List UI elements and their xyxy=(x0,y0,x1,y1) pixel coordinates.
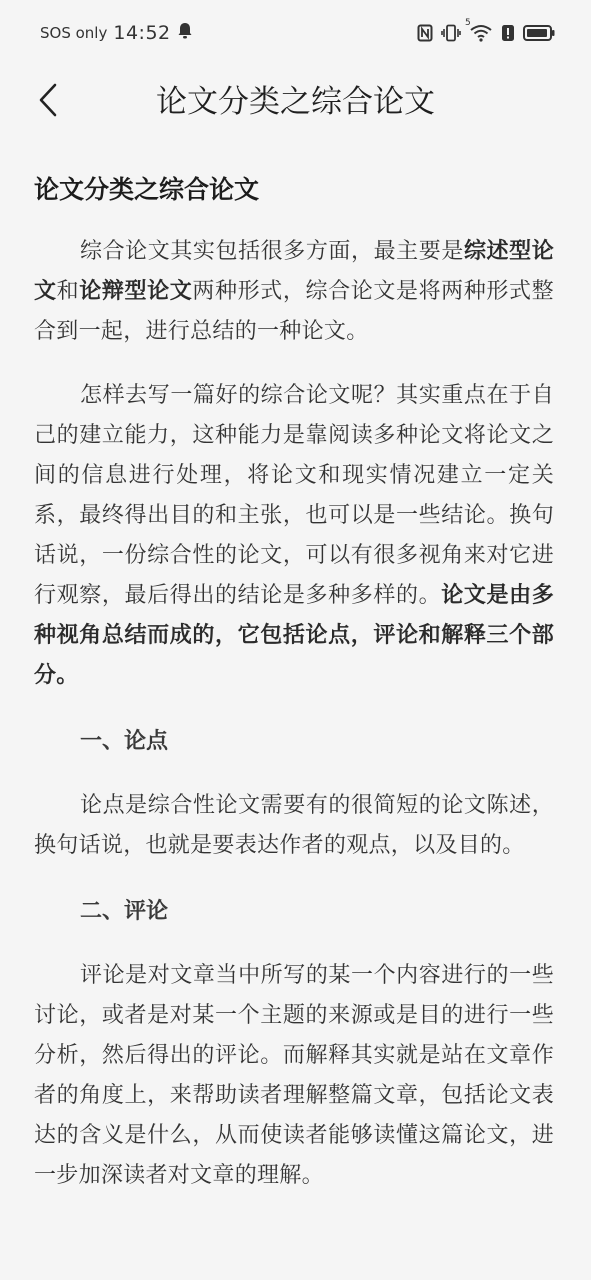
clock: 14:52 xyxy=(113,22,171,44)
bold-term-review: 综述型论文 xyxy=(34,239,554,304)
status-left xyxy=(40,22,193,44)
paragraph-argument: 论点是综合性论文需要有的很简短的论文陈述，换句话说，也就是要表达作者的观点，以及目的。 xyxy=(34,793,554,858)
bold-term-argument: 论辩型论文 xyxy=(79,279,193,304)
bell-icon xyxy=(177,22,193,44)
vibrate-icon xyxy=(441,24,461,42)
network-type-label: 5 xyxy=(465,18,471,28)
article-content xyxy=(34,162,554,1220)
text-segment: 综合论文其实包括很多方面，最主要是 xyxy=(80,239,464,264)
alert-icon xyxy=(501,24,515,42)
article-title: 论文分类之综合论文 xyxy=(34,175,260,204)
paragraph-comment: 评论是对文章当中所写的某一个内容进行的一些讨论，或者是对某一个主题的来源或是目的进行一些分析，然后得出的评论。而解释其实就是站在文章作者的角度上，来帮助读者理解整篇文章，包括论文表达的含义是什么，从而使读者能够读懂这篇论文，进一步加深读者对文章的理解。 xyxy=(34,963,554,1188)
page-title: 论文分类之综合论文 xyxy=(156,84,435,120)
wifi-icon xyxy=(465,18,493,42)
section-heading-comment: 二、评论 xyxy=(80,899,169,924)
section-heading-argument: 一、论点 xyxy=(80,729,169,754)
paragraph-how-to-write xyxy=(34,376,554,696)
carrier-text: SOS only xyxy=(40,24,108,42)
paragraph-intro xyxy=(34,232,554,352)
bold-summary: 论文是由多种视角总结而成的，它包括论点，评论和解释三个部分。 xyxy=(34,583,554,688)
battery-icon xyxy=(523,24,555,42)
app-bar xyxy=(0,66,591,138)
text-segment: 两种形式，综合论文是将两种形式整合到一起，进行总结的一种论文。 xyxy=(34,279,554,344)
status-bar xyxy=(0,0,591,66)
text-segment: 怎样去写一篇好的综合论文呢？其实重点在于自己的建立能力，这种能力是靠阅读多种论文将论文之间的信息进行处理，将论文和现实情况建立一定关系，最终得出目的和主张，也可以是一些结论。换句话说，一份综合性的论文，可以有很多视角来对它进行观察，最后得出的结论是多种多样的。 xyxy=(34,383,554,608)
nfc-icon xyxy=(417,24,433,42)
text-segment: 和 xyxy=(56,279,80,304)
status-right xyxy=(417,18,555,42)
